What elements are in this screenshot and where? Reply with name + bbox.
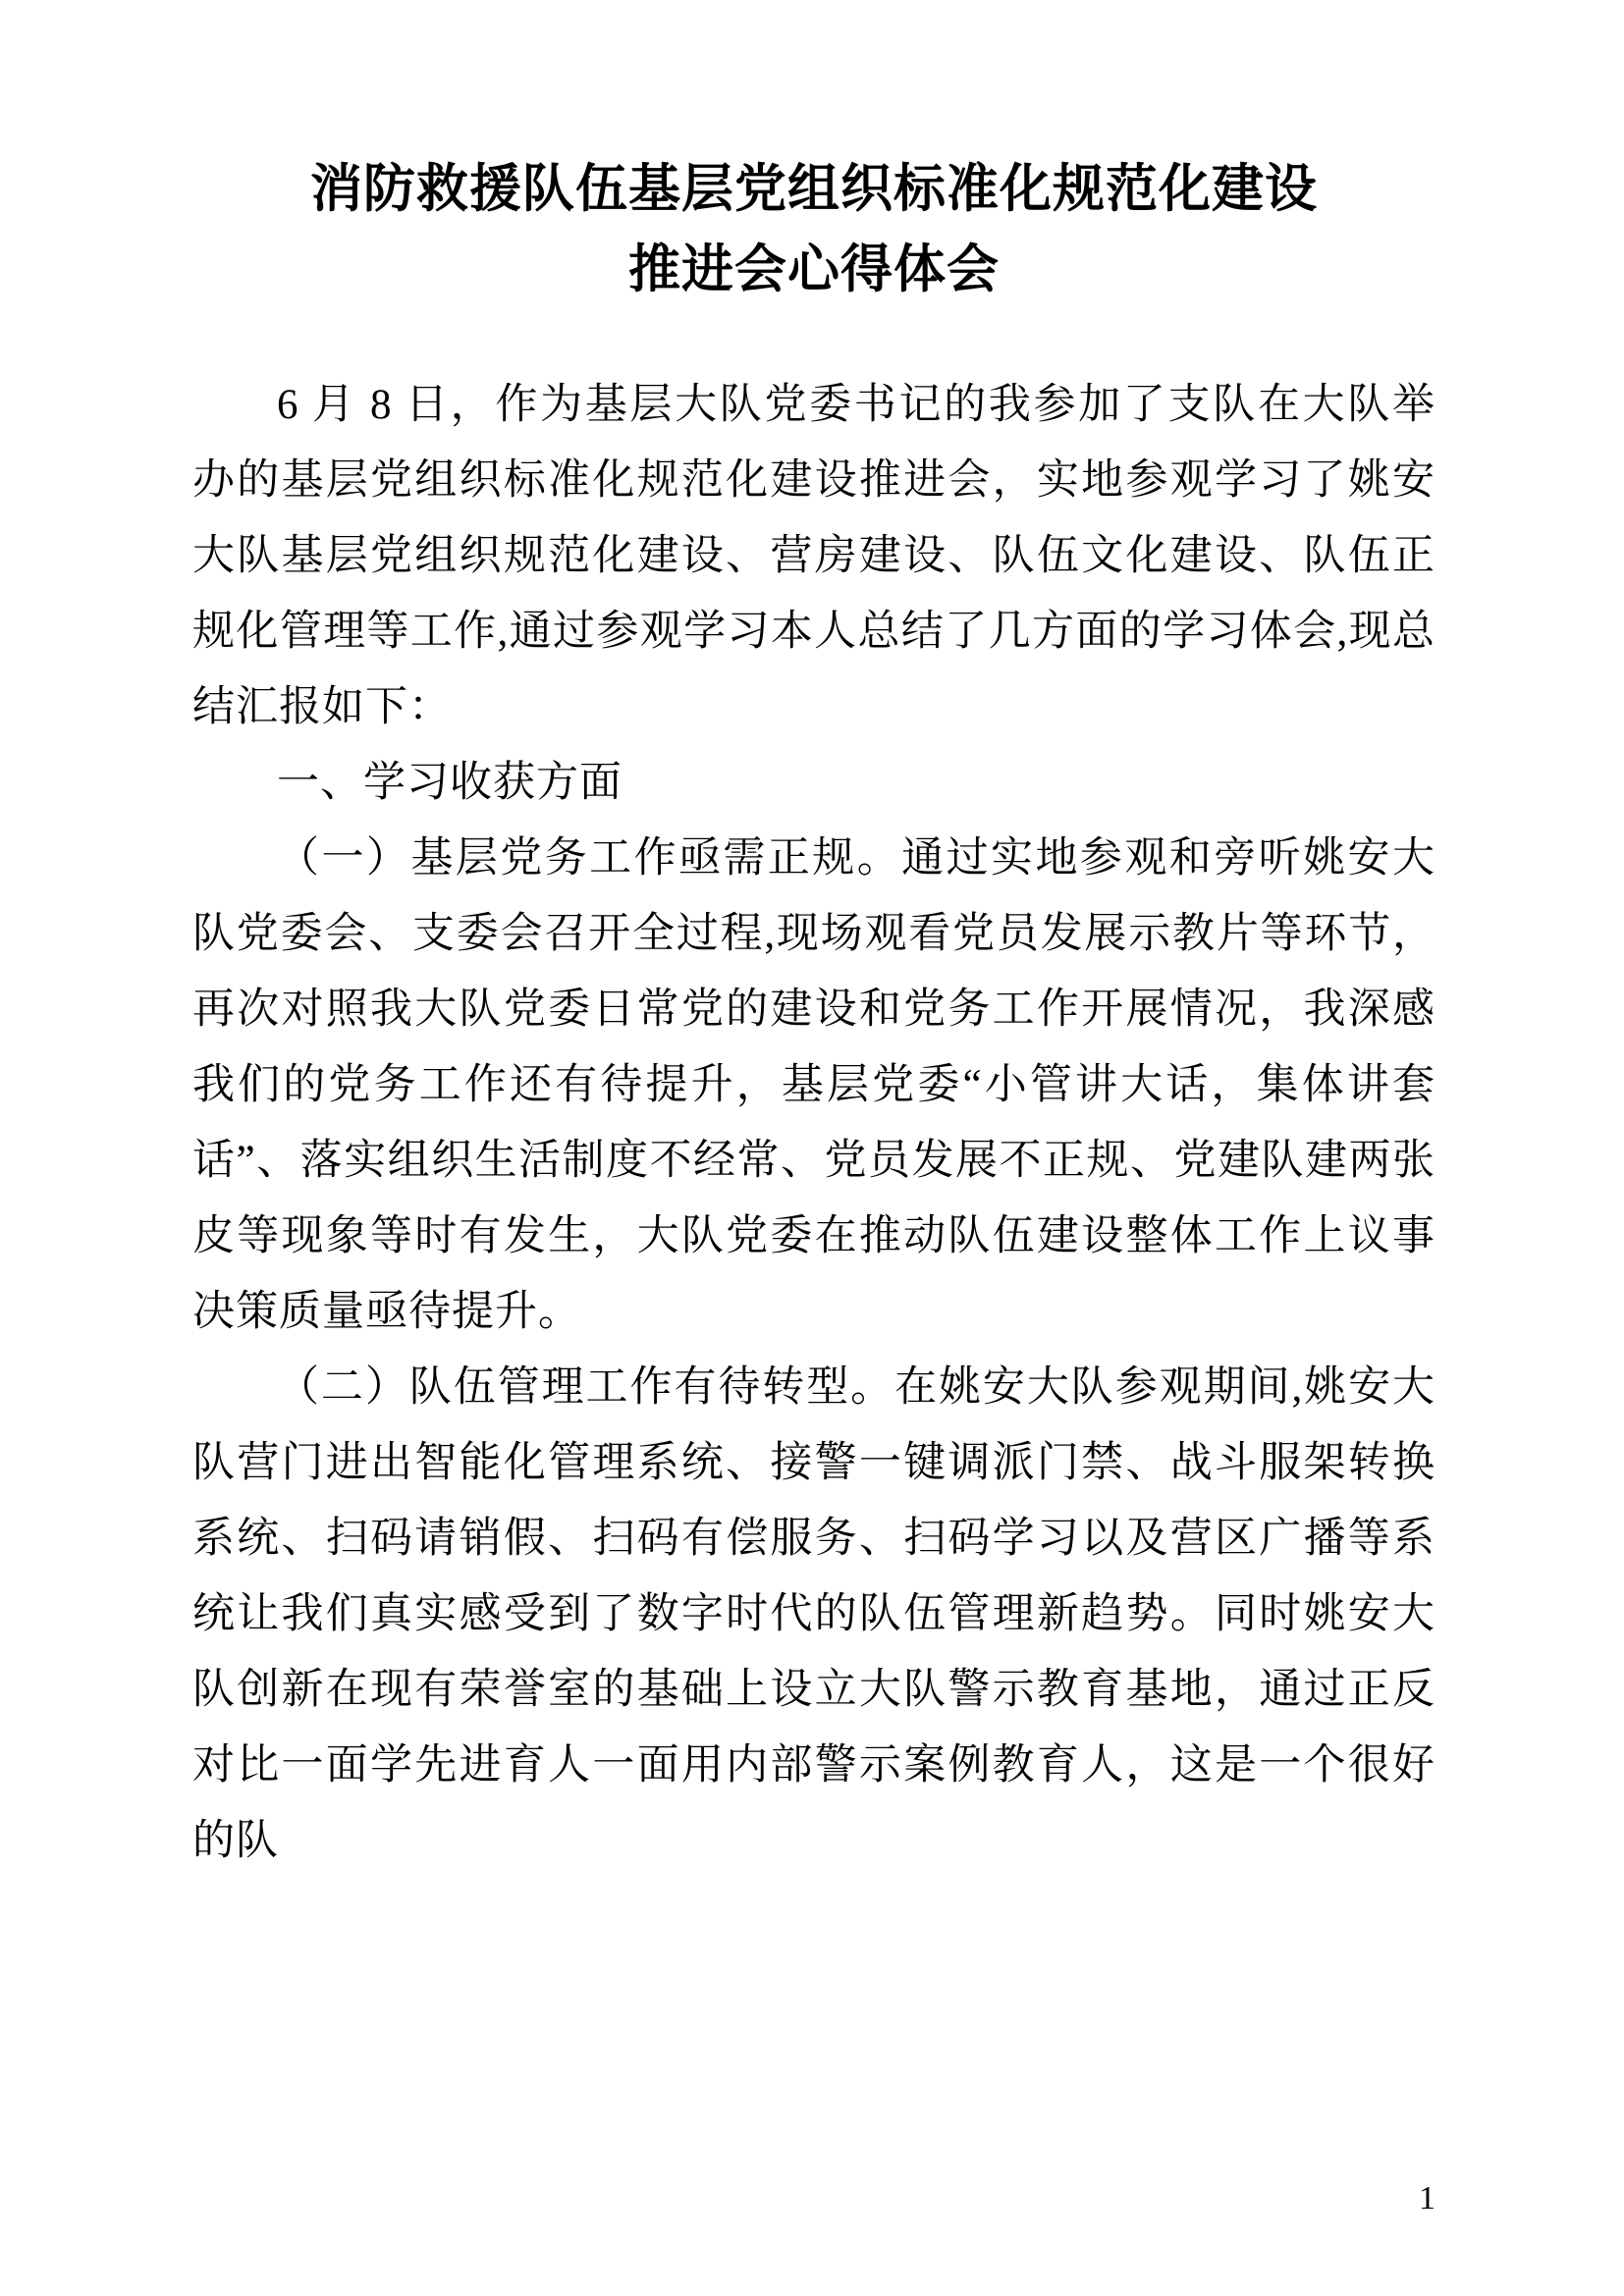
paragraph-point-two: （二）队伍管理工作有待转型。在姚安大队参观期间,姚安大队营门进出智能化管理系统、接警一键调派门禁、战斗服架转换系统、扫码请销假、扫码有偿服务、扫码学习以及营区广播等系统让我们真实感受到了数字时代的队伍管理新趋势。同时姚安大队创新在现有荣誉室的基础上设立大队警示教育基地，通过正反对比一面学先进育人一面用内部警示案例教育人，这是一个很好的队 <box>192 1364 1435 1864</box>
document-title <box>192 149 1435 310</box>
paragraph-intro: 6 月 8 日，作为基层大队党委书记的我参加了支队在大队举办的基层党组织标准化规范化建设推进会，实地参观学习了姚安大队基层党组织规范化建设、营房建设、队伍文化建设、队伍正规化管理等工作,通过参观学习本人总结了几方面的学习体会,现总结汇报如下： <box>192 382 1435 730</box>
title-line-2: 推进会心得体会 <box>628 240 1000 298</box>
paragraph-point-one: （一）基层党务工作亟需正规。通过实地参观和旁听姚安大队党委会、支委会召开全过程,现场观看党员发展示教片等环节，再次对照我大队党委日常党的建设和党务工作开展情况，我深感我们的党务工作还有待提升，基层党委“小管讲大话，集体讲套话”、落实组织生活制度不经常、党员发展不正规、党建队建两张皮等现象等时有发生，大队党委在推动队伍建设整体工作上议事决策质量亟待提升。 <box>192 835 1435 1335</box>
page-number: 1 <box>1419 2180 1435 2216</box>
title-line-1: 消防救援队伍基层党组织标准化规范化建设 <box>310 160 1318 218</box>
section-heading-learning-gains: 一、学习收获方面 <box>277 760 623 806</box>
